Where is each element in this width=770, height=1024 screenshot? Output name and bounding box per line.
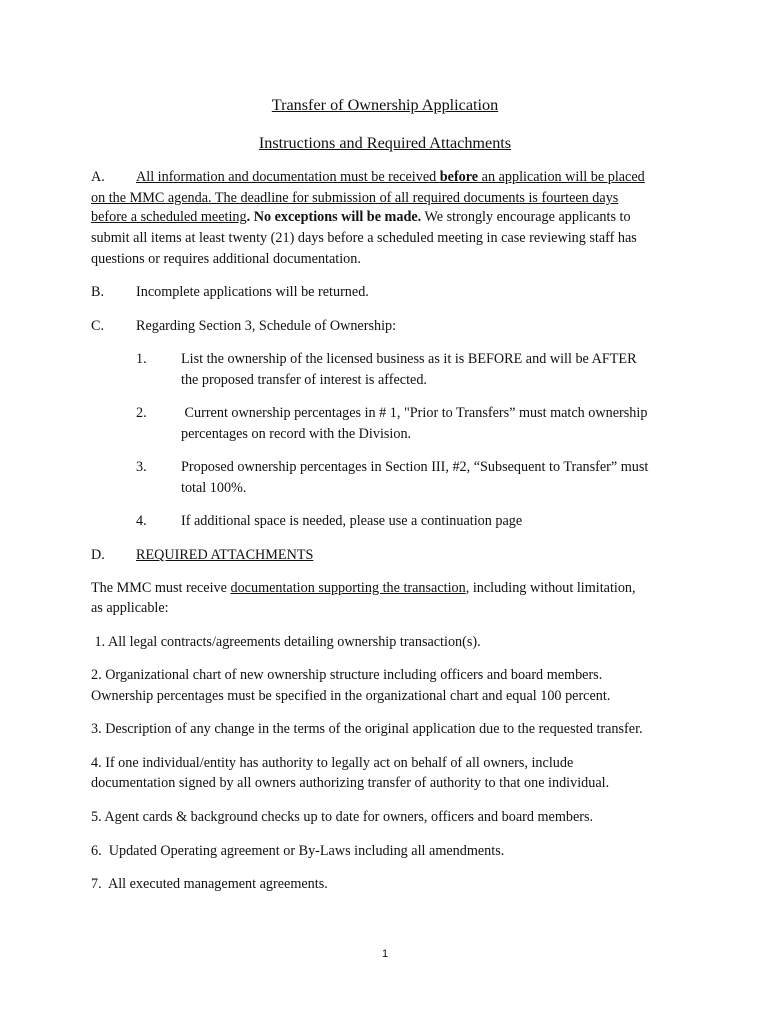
section-c-item-2-line-1: Current ownership percentages in # 1, "Prior to Transfers” must match ownership <box>181 405 648 421</box>
attachment-item-3: 3. Description of any change in the terms of the original application due to the requested transfer. <box>91 721 643 737</box>
attachment-item-7: 7. All executed management agreements. <box>91 876 328 892</box>
attachment-item-4-line-1: 4. If one individual/entity has authority to legally act on behalf of all owners, include <box>91 755 574 771</box>
section-a-line-4: submit all items at least twenty (21) days before a scheduled meeting in case reviewing staff has <box>91 230 637 246</box>
section-c-item-1-line-2: the proposed transfer of interest is affected. <box>181 372 427 388</box>
section-a-label: A. <box>91 169 105 185</box>
attachment-item-6: 6. Updated Operating agreement or By-Laws including all amendments. <box>91 843 505 859</box>
section-c-item-3-line-2: total 100%. <box>181 480 247 496</box>
section-c-item-3-num: 3. <box>136 459 147 475</box>
section-a-line-3: before a scheduled meeting. No exceptions will be made. We strongly encourage applicants to <box>91 209 631 225</box>
section-a-line-1: All information and documentation must be received before an application will be placed <box>136 169 645 185</box>
section-c-item-2-line-2: percentages on record with the Division. <box>181 426 412 442</box>
section-b-text: Incomplete applications will be returned. <box>136 284 369 300</box>
section-c-item-4-num: 4. <box>136 513 147 529</box>
section-c-item-3-line-1: Proposed ownership percentages in Section III, #2, “Subsequent to Transfer” must <box>181 459 649 475</box>
section-c-item-1-line-1: List the ownership of the licensed business as it is BEFORE and will be AFTER <box>181 351 637 367</box>
section-a-line-2: on the MMC agenda. The deadline for submission of all required documents is fourteen days <box>91 190 619 206</box>
section-d-intro-line-1: The MMC must receive documentation supporting the transaction, including without limitation, <box>91 580 636 596</box>
section-d-label: D. <box>91 547 105 563</box>
section-d-intro-line-2: as applicable: <box>91 600 169 616</box>
attachment-item-1: 1. All legal contracts/agreements detailing ownership transaction(s). <box>91 634 481 650</box>
section-a-line-5: questions or requires additional documentation. <box>91 251 361 267</box>
section-c-item-1-num: 1. <box>136 351 147 367</box>
document-title: Transfer of Ownership Application <box>271 96 499 114</box>
section-c-item-2-num: 2. <box>136 405 147 421</box>
attachment-item-2-line-1: 2. Organizational chart of new ownership structure including officers and board members. <box>91 667 603 683</box>
attachment-item-4-line-2: documentation signed by all owners authorizing transfer of authority to that one individual. <box>91 775 610 791</box>
attachment-item-5: 5. Agent cards & background checks up to date for owners, officers and board members. <box>91 809 594 825</box>
section-c-text: Regarding Section 3, Schedule of Ownership: <box>136 318 397 334</box>
section-c-label: C. <box>91 318 105 334</box>
section-d-heading: REQUIRED ATTACHMENTS <box>136 547 314 563</box>
section-c-item-4-line-1: If additional space is needed, please use a continuation page <box>181 513 523 529</box>
section-b-label: B. <box>91 284 105 300</box>
attachment-item-2-line-2: Ownership percentages must be specified in the organizational chart and equal 100 percent. <box>91 688 611 704</box>
page-number: 1 <box>381 948 389 960</box>
document-subtitle: Instructions and Required Attachments <box>258 134 512 152</box>
